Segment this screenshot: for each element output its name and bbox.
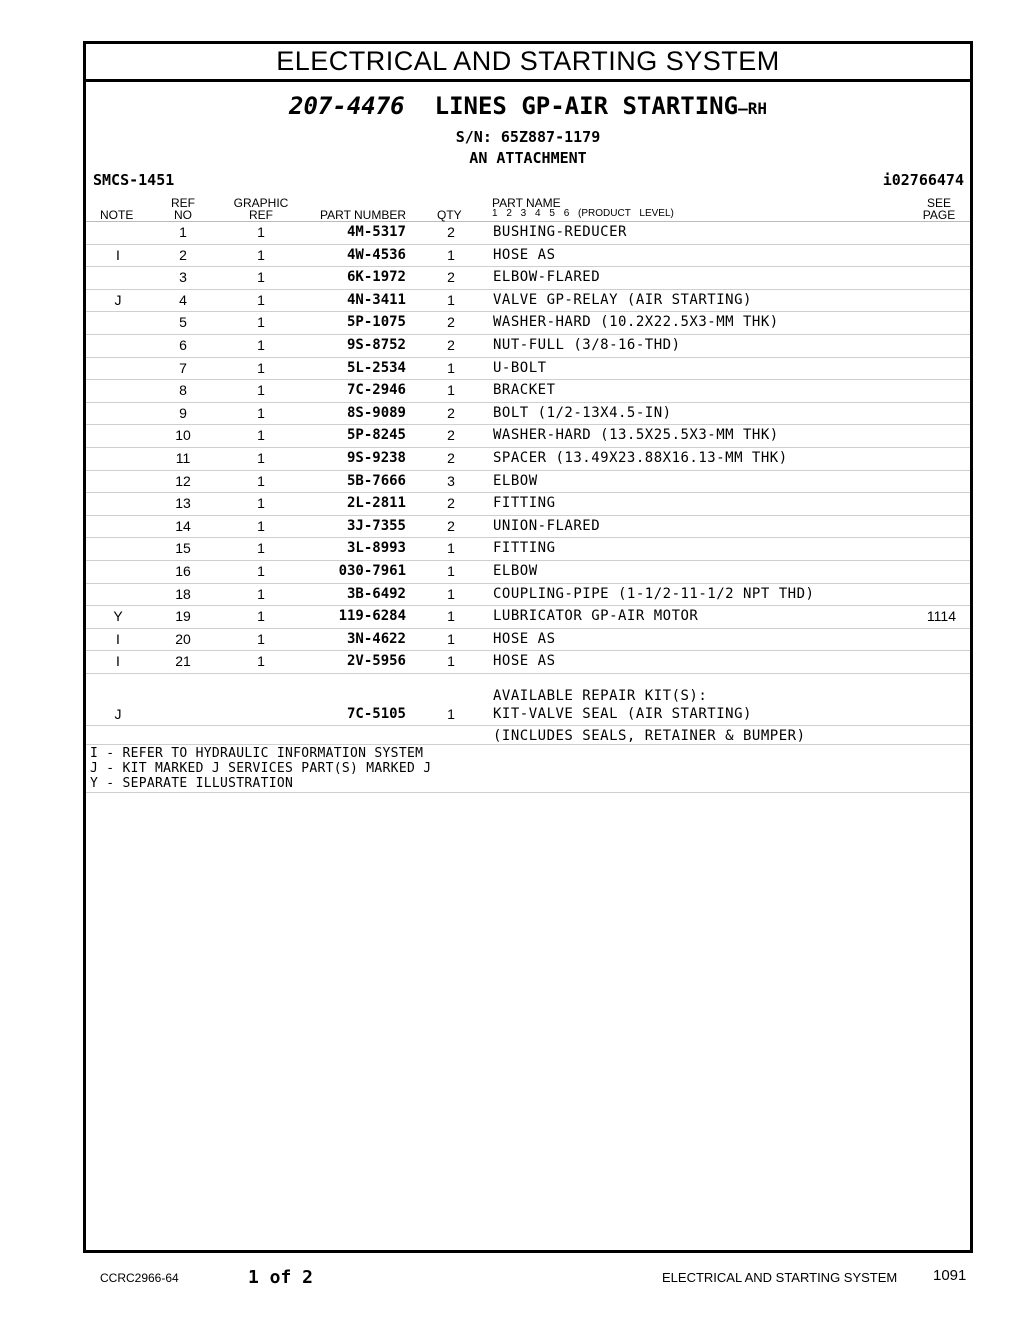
part-ref-no: 14 xyxy=(175,517,191,534)
part-name: HOSE AS xyxy=(493,653,556,670)
part-graphic-ref: 1 xyxy=(257,404,265,421)
part-number: 3N-4622 xyxy=(346,630,406,647)
column-headers xyxy=(86,194,970,222)
repair-kit-row xyxy=(86,704,970,727)
col-qty: QTY xyxy=(437,208,462,222)
part-ref-no: 15 xyxy=(175,540,191,557)
part-name: UNION-FLARED xyxy=(493,517,601,534)
footer-page-of: 1 of 2 xyxy=(248,1267,314,1288)
section-title: ELECTRICAL AND STARTING SYSTEM xyxy=(86,44,970,82)
table-row xyxy=(86,606,970,629)
part-qty: 2 xyxy=(447,427,455,444)
part-number: 3J-7355 xyxy=(346,517,406,534)
part-qty: 2 xyxy=(447,269,455,286)
part-note: J xyxy=(114,291,122,308)
part-graphic-ref: 1 xyxy=(257,540,265,557)
part-qty: 1 xyxy=(447,291,455,308)
repair-kit-heading-row xyxy=(86,686,970,704)
part-qty: 2 xyxy=(447,495,455,512)
part-name: HOSE AS xyxy=(493,630,556,647)
part-ref-no: 3 xyxy=(179,269,187,286)
part-qty: 1 xyxy=(447,630,455,647)
part-ref-no: 19 xyxy=(175,608,191,625)
part-ref-no: 9 xyxy=(179,404,187,421)
repair-kit-note: J xyxy=(114,705,122,722)
part-qty: 2 xyxy=(447,314,455,331)
smcs-code: SMCS-1451 xyxy=(93,171,175,189)
table-row xyxy=(86,290,970,313)
part-graphic-ref: 1 xyxy=(257,336,265,353)
part-name: FITTING xyxy=(493,495,556,512)
part-number: 9S-9238 xyxy=(346,449,406,466)
table-row xyxy=(86,403,970,426)
table-row xyxy=(86,584,970,607)
part-ref-no: 5 xyxy=(179,314,187,331)
table-row xyxy=(86,335,970,358)
repair-kit-includes: (INCLUDES SEALS, RETAINER & BUMPER) xyxy=(493,728,806,745)
col-note: NOTE xyxy=(100,208,134,222)
part-note: Y xyxy=(113,608,123,625)
table-row xyxy=(86,538,970,561)
repair-kit-includes-row xyxy=(86,726,970,744)
part-qty: 2 xyxy=(447,336,455,353)
footer-page-number: 1091 xyxy=(933,1267,967,1284)
table-row xyxy=(86,358,970,381)
col-part-number: PART NUMBER xyxy=(320,208,407,222)
part-ref-no: 2 xyxy=(179,246,187,263)
part-graphic-ref: 1 xyxy=(257,653,265,670)
part-ref-no: 10 xyxy=(175,427,191,444)
col-part-name: PART NAME xyxy=(492,196,561,210)
col-see-top: SEE xyxy=(926,196,951,210)
part-ref-no: 21 xyxy=(175,653,191,670)
part-graphic-ref: 1 xyxy=(257,630,265,647)
serial-number: S/N: 65Z887-1179 xyxy=(455,128,601,146)
col-graphic-bottom: REF xyxy=(249,208,273,222)
part-qty: 3 xyxy=(447,472,455,489)
part-name: WASHER-HARD (10.2X22.5X3-MM THK) xyxy=(493,314,779,331)
part-note: I xyxy=(116,653,120,670)
group-header xyxy=(86,82,970,194)
part-qty: 1 xyxy=(447,246,455,263)
part-number: 3L-8993 xyxy=(346,540,406,557)
part-graphic-ref: 1 xyxy=(257,314,265,331)
col-graphic-top: GRAPHIC xyxy=(233,196,289,210)
part-note: I xyxy=(116,630,120,647)
note-j: J - KIT MARKED J SERVICES PART(S) MARKED J xyxy=(90,761,432,777)
part-graphic-ref: 1 xyxy=(257,449,265,466)
part-name: BUSHING-REDUCER xyxy=(493,224,627,240)
repair-kit-qty: 1 xyxy=(447,705,455,722)
part-qty: 2 xyxy=(447,449,455,466)
notes-legend xyxy=(86,744,970,793)
table-row xyxy=(86,629,970,652)
part-ref-no: 12 xyxy=(175,472,191,489)
part-ref-no: 7 xyxy=(179,359,187,376)
footer-doc-code: CCRC2966-64 xyxy=(100,1271,179,1285)
footer-section: ELECTRICAL AND STARTING SYSTEM xyxy=(662,1270,898,1285)
part-name: LUBRICATOR GP-AIR MOTOR xyxy=(493,608,699,625)
part-number: 6K-1972 xyxy=(346,269,406,286)
part-number: 5P-1075 xyxy=(346,314,406,331)
part-name: U-BOLT xyxy=(493,359,547,376)
illustration-id: i02766474 xyxy=(882,171,964,189)
part-qty: 2 xyxy=(447,517,455,534)
part-ref-no: 16 xyxy=(175,562,191,579)
part-graphic-ref: 1 xyxy=(257,472,265,489)
part-number: 119-6284 xyxy=(338,608,406,625)
part-graphic-ref: 1 xyxy=(257,269,265,286)
part-number: 9S-8752 xyxy=(346,336,406,353)
part-qty: 1 xyxy=(447,382,455,399)
part-graphic-ref: 1 xyxy=(257,359,265,376)
part-graphic-ref: 1 xyxy=(257,291,265,308)
part-number: 4N-3411 xyxy=(346,291,406,308)
part-graphic-ref: 1 xyxy=(257,608,265,625)
table-row xyxy=(86,222,970,245)
part-ref-no: 18 xyxy=(175,585,191,602)
attachment-label: AN ATTACHMENT xyxy=(469,149,587,167)
parts-table xyxy=(86,222,970,674)
part-qty: 1 xyxy=(447,608,455,625)
repair-kit-part-number: 7C-5105 xyxy=(346,705,406,722)
table-row xyxy=(86,425,970,448)
part-graphic-ref: 1 xyxy=(257,495,265,512)
part-number: 5P-8245 xyxy=(346,427,406,444)
part-number: 5B-7666 xyxy=(346,472,406,489)
part-name: HOSE AS xyxy=(493,246,556,263)
group-title xyxy=(86,92,970,120)
part-ref-no: 1 xyxy=(179,224,187,240)
part-number: 2L-2811 xyxy=(346,495,406,512)
part-ref-no: 13 xyxy=(175,495,191,512)
part-name: NUT-FULL (3/8-16-THD) xyxy=(493,336,681,353)
part-graphic-ref: 1 xyxy=(257,427,265,444)
part-name: FITTING xyxy=(493,540,556,557)
part-graphic-ref: 1 xyxy=(257,517,265,534)
part-ref-no: 6 xyxy=(179,336,187,353)
part-name: VALVE GP-RELAY (AIR STARTING) xyxy=(493,291,752,308)
table-row xyxy=(86,267,970,290)
col-ref-top: REF xyxy=(171,196,195,210)
group-side: —RH xyxy=(738,99,767,118)
part-number: 030-7961 xyxy=(338,562,406,579)
parts-page-frame xyxy=(83,41,973,1253)
repair-kit-heading: AVAILABLE REPAIR KIT(S): xyxy=(493,687,708,704)
part-number: 2V-5956 xyxy=(346,653,406,670)
part-number: 8S-9089 xyxy=(346,404,406,421)
note-i: I - REFER TO HYDRAULIC INFORMATION SYSTEM xyxy=(90,746,424,762)
part-number: 7C-2946 xyxy=(346,382,406,399)
part-graphic-ref: 1 xyxy=(257,382,265,399)
part-graphic-ref: 1 xyxy=(257,224,265,240)
col-product-levels: 1 2 3 4 5 6 (PRODUCT LEVEL) xyxy=(492,208,674,219)
table-row xyxy=(86,312,970,335)
table-row xyxy=(86,471,970,494)
part-qty: 1 xyxy=(447,562,455,579)
part-name: BRACKET xyxy=(493,382,556,399)
part-name: BOLT (1/2-13X4.5-IN) xyxy=(493,404,672,421)
table-spacer xyxy=(86,674,970,686)
part-graphic-ref: 1 xyxy=(257,246,265,263)
part-graphic-ref: 1 xyxy=(257,585,265,602)
part-name: COUPLING-PIPE (1-1/2-11-1/2 NPT THD) xyxy=(493,585,815,602)
part-qty: 2 xyxy=(447,404,455,421)
table-row xyxy=(86,561,970,584)
part-note: I xyxy=(116,246,120,263)
col-see-bottom: PAGE xyxy=(922,208,956,222)
group-number: 207-4476 xyxy=(289,92,405,120)
part-number: 5L-2534 xyxy=(346,359,406,376)
part-qty: 1 xyxy=(447,540,455,557)
part-see-page: 1114 xyxy=(926,608,956,625)
part-ref-no: 8 xyxy=(179,382,187,399)
part-qty: 1 xyxy=(447,359,455,376)
table-row xyxy=(86,380,970,403)
part-ref-no: 11 xyxy=(175,449,191,466)
part-graphic-ref: 1 xyxy=(257,562,265,579)
part-number: 3B-6492 xyxy=(346,585,406,602)
table-row xyxy=(86,245,970,268)
table-row xyxy=(86,448,970,471)
table-row xyxy=(86,516,970,539)
part-name: ELBOW-FLARED xyxy=(493,269,601,286)
col-ref-bottom: NO xyxy=(174,208,192,222)
part-qty: 1 xyxy=(447,653,455,670)
part-ref-no: 20 xyxy=(175,630,191,647)
table-row xyxy=(86,493,970,516)
group-name: LINES GP-AIR STARTING xyxy=(434,92,739,120)
note-y: Y - SEPARATE ILLUSTRATION xyxy=(90,776,294,792)
part-name: ELBOW xyxy=(493,472,538,489)
repair-kit-name: KIT-VALVE SEAL (AIR STARTING) xyxy=(493,705,752,722)
part-ref-no: 4 xyxy=(179,291,187,308)
part-qty: 1 xyxy=(447,585,455,602)
part-name: SPACER (13.49X23.88X16.13-MM THK) xyxy=(493,449,788,466)
part-number: 4W-4536 xyxy=(346,246,406,263)
part-qty: 2 xyxy=(447,224,455,240)
table-row xyxy=(86,651,970,674)
part-number: 4M-5317 xyxy=(346,224,406,240)
part-name: WASHER-HARD (13.5X25.5X3-MM THK) xyxy=(493,427,779,444)
part-name: ELBOW xyxy=(493,562,538,579)
